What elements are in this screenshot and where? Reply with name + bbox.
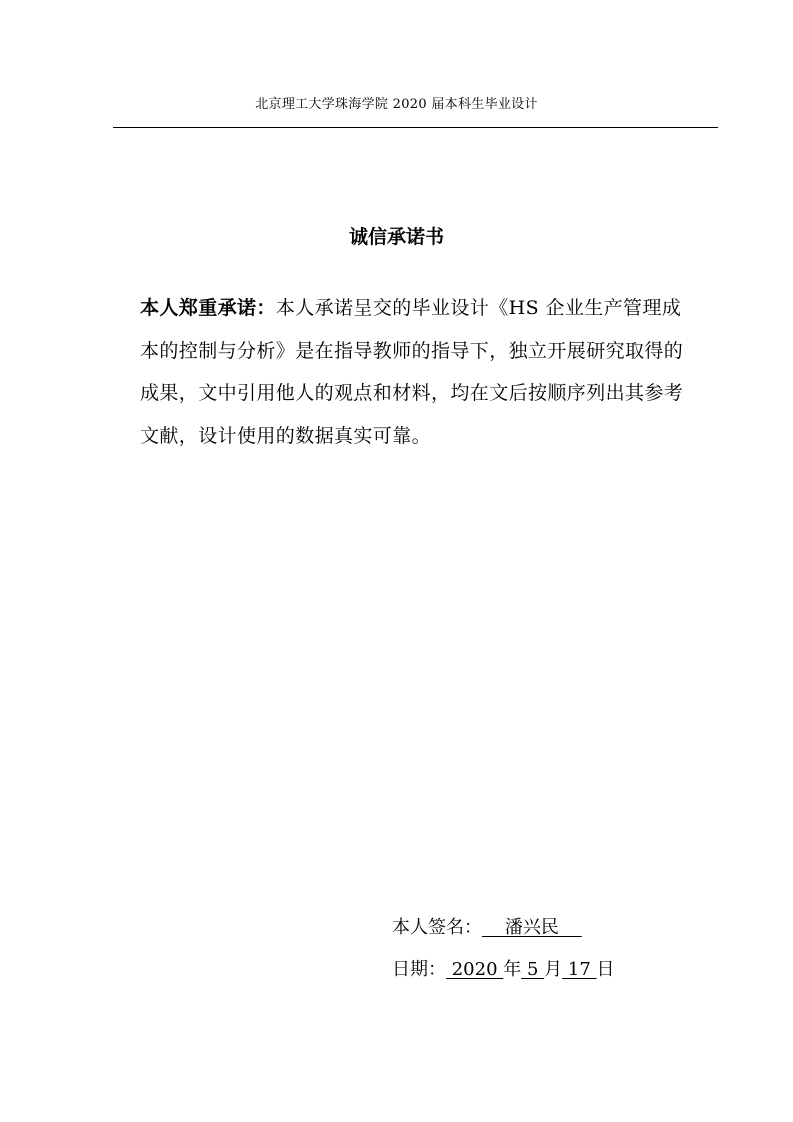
date-month: 5 <box>521 959 545 980</box>
date-line <box>392 955 615 981</box>
document-title: 诚信承诺书 <box>348 226 444 248</box>
statement-body: 本人承诺呈交的毕业设计《HS 企业生产管理成本的控制与分析》是在指导教师的指导下，独立开展研究取得的成果，文中引用他人的观点和材料，均在文后按顺序列出其参考文献，设计使用的数据真实可靠。 <box>140 297 684 447</box>
statement-lead: 本人郑重承诺： <box>140 297 276 319</box>
date-label: 日期： <box>392 959 446 980</box>
date-year-unit: 年 <box>503 959 522 980</box>
signature-label: 本人签名： <box>392 917 482 938</box>
signature-line <box>392 913 582 939</box>
signature-name: 潘兴民 <box>482 917 582 938</box>
page-header: 北京理工大学珠海学院 2020 届本科生毕业设计 <box>255 97 538 112</box>
date-day: 17 <box>562 959 597 980</box>
date-month-unit: 月 <box>544 959 563 980</box>
date-day-unit: 日 <box>596 959 615 980</box>
header-divider <box>113 127 718 128</box>
statement-paragraph <box>140 287 700 457</box>
date-year: 2020 <box>446 959 504 980</box>
